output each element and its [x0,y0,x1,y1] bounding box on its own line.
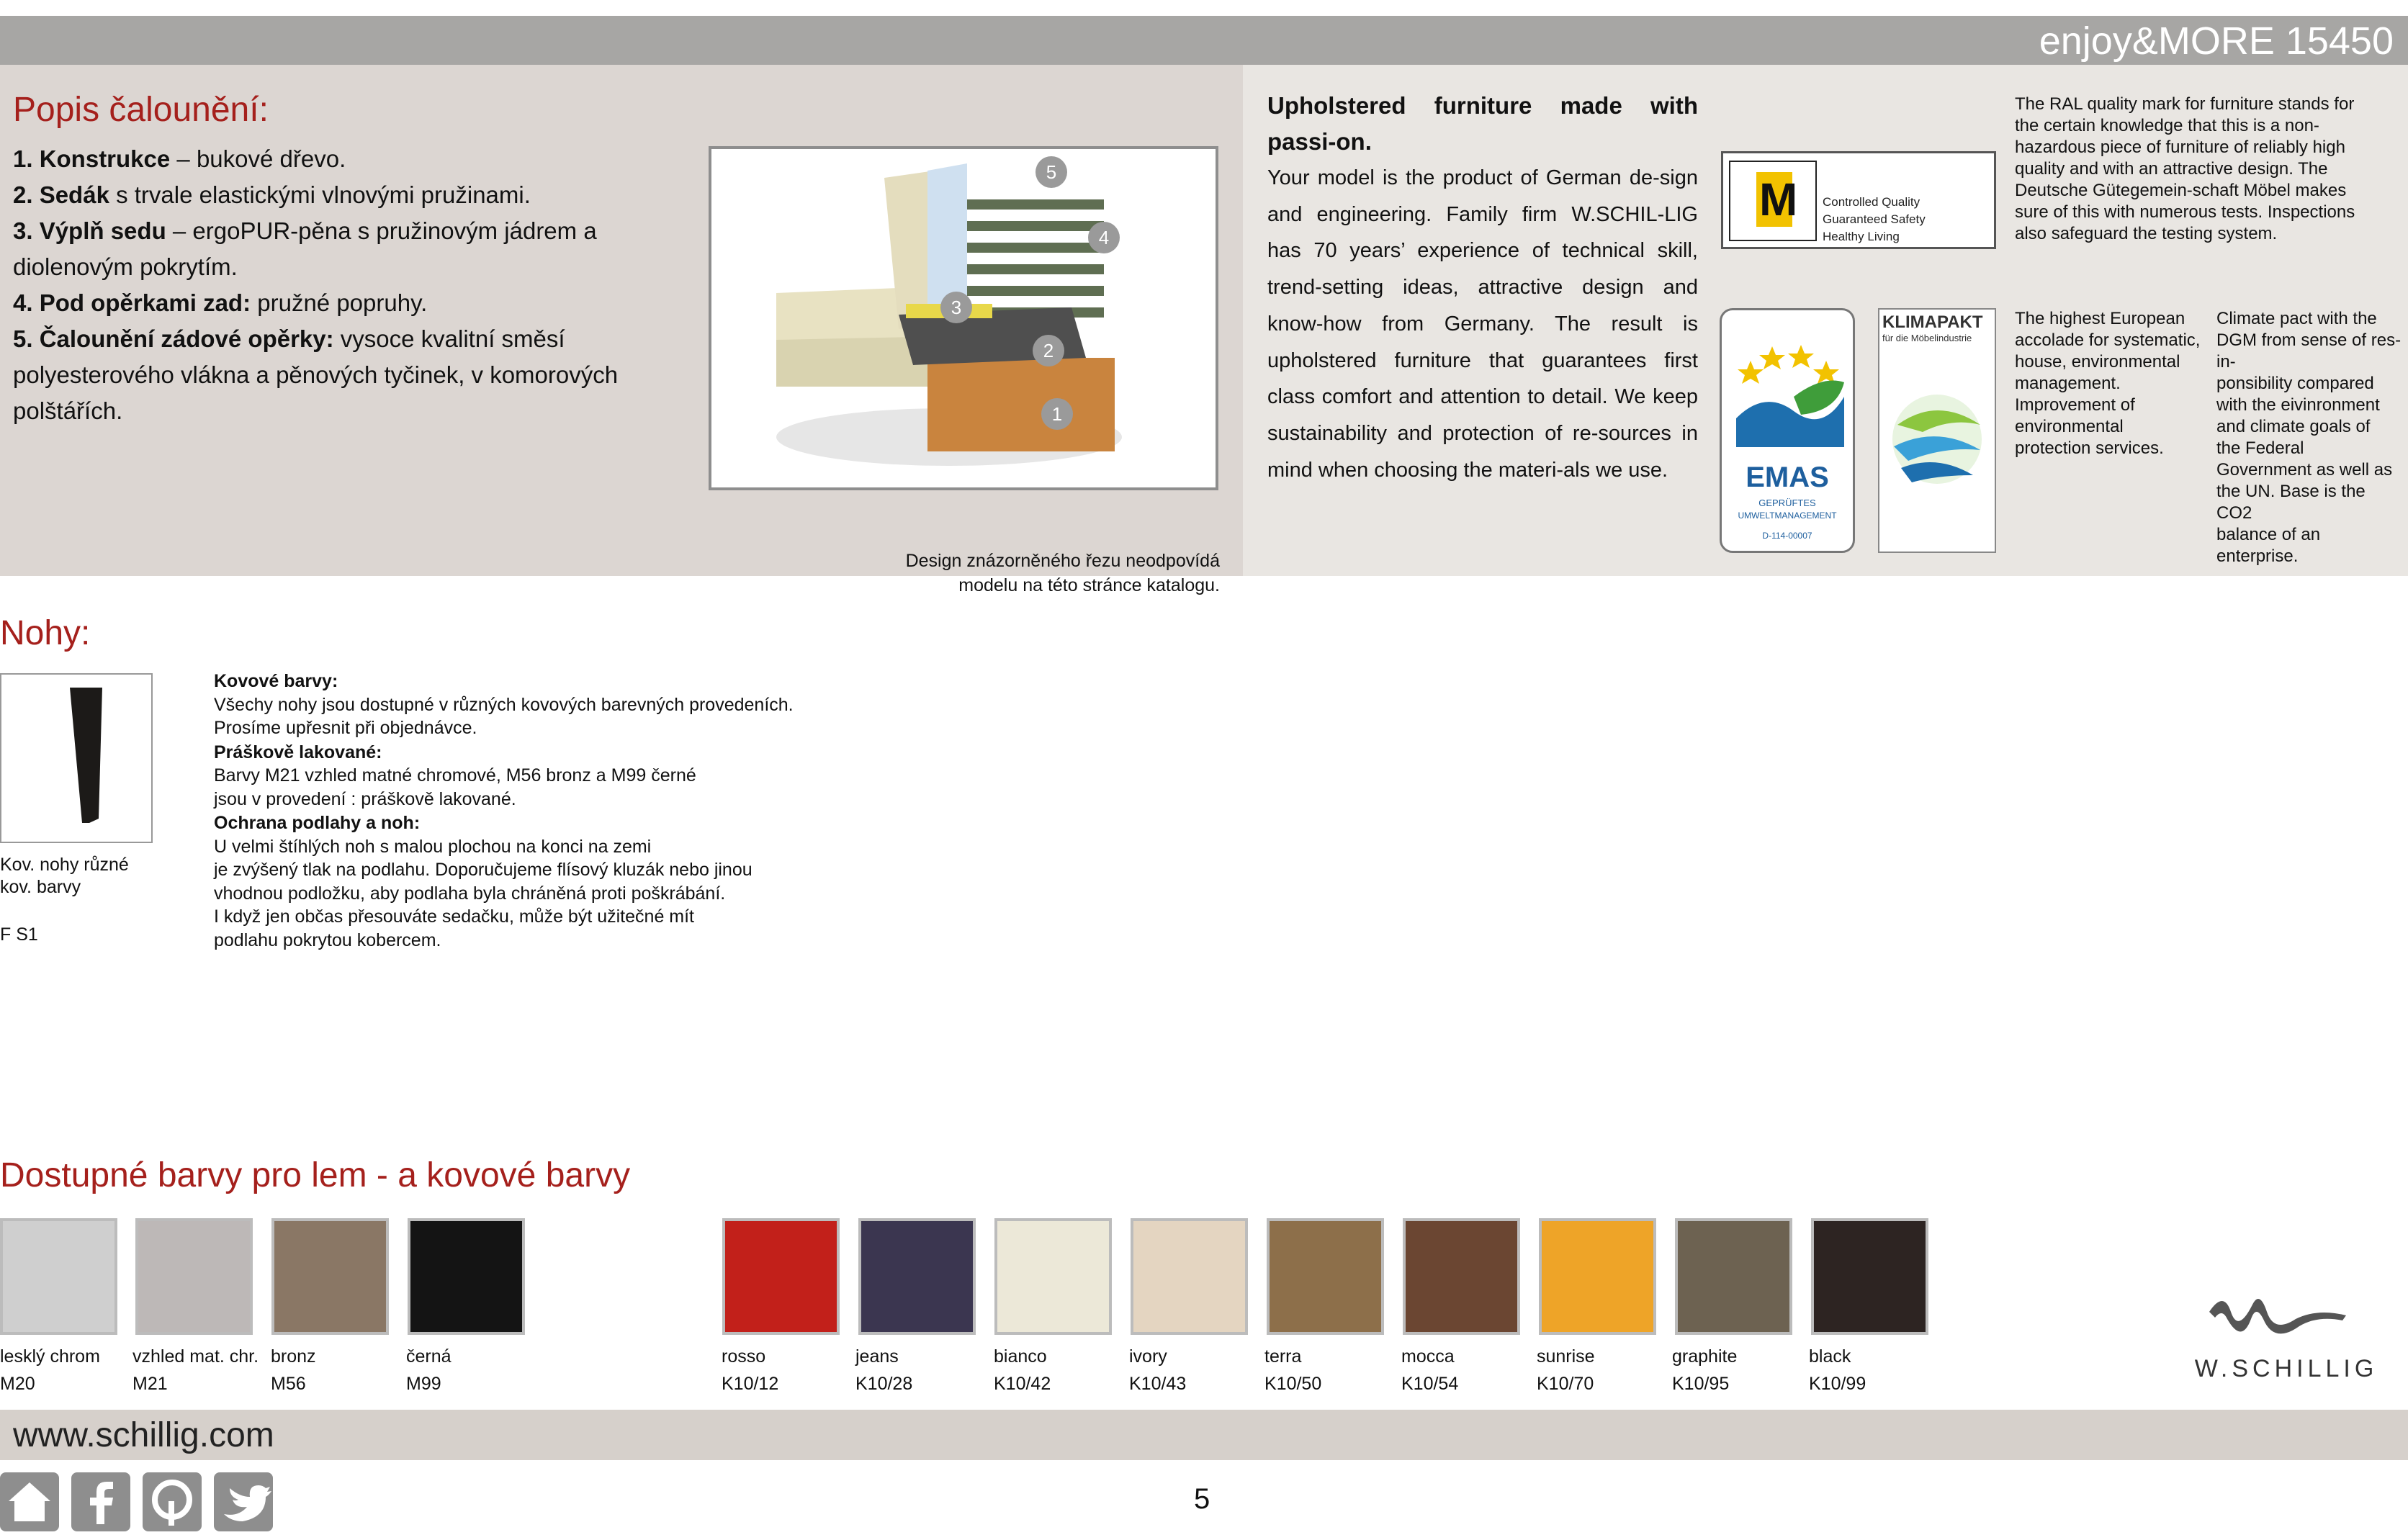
ral-line-3: Healthy Living [1823,230,1900,243]
quality-title: Upholstered furniture made with passi-on. [1267,92,1698,155]
ral-line-2: Guaranteed Safety [1823,212,1926,226]
klimapakt-globe-icon [1879,367,1995,511]
upholstery-item: 4. Pod opěrkami zad: pružné popruhy. [13,289,428,316]
upholstery-heading: Popis čalounění: [13,91,269,129]
emas-title: EMAS [1746,462,1829,493]
leg-image [1,675,151,842]
illustration-caption: Design znázorněného řezu neodpovídá modelu na této stránce katalogu. [905,551,1220,595]
swatch-terra [1267,1218,1384,1335]
swatch-sunrise [1539,1218,1656,1335]
swatch-m99 [408,1218,525,1335]
swatch-rosso [722,1218,840,1335]
website-link[interactable]: www.schillig.com [13,1416,274,1454]
quality-body: Your model is the product of German de-sign and engineering. Family firm W.SCHIL-LIG has 70 years’ experience of technical skill, trend-setting ideas, attractive design and know-how from Germany. The result is upholstered furniture that guarantees first class comfort and attention to detail. We keep sustainability and protection of re-sources in mind when choosing the materi-als we use. [1267,166,1698,482]
leg-thumb-caption: Kov. nohy různé kov. barvy [0,855,129,897]
swatch-bianco [994,1218,1112,1335]
swatch-black [1811,1218,1928,1335]
ral-mark-icon: M [1729,161,1817,241]
callout-5: 5 [1046,161,1057,183]
upholstery-item: 2. Sedák s trvale elastickými vlnovými pružinami. [13,181,531,208]
ral-description: The RAL quality mark for furniture stands for the certain knowledge that this is a non-hazardous piece of furniture of reliably high quality and with an attractive design. The Deutsche Gütegemein-schaft Möbel makes sure of this with numerous tests. Inspections also safeguard the testing system. [2015,94,2355,243]
brand-logo [2180,1283,2392,1391]
page-number: 5 [1194,1483,1210,1515]
leg-thumbnail [0,673,153,843]
cutaway-illustration [709,146,1218,490]
callout-3: 3 [951,297,962,318]
upholstery-list [13,141,647,429]
upholstery-item: 1. Konstrukce – bukové dřevo. [13,145,346,172]
footer-bar [0,1410,2408,1460]
brand-logo-text: W.SCHILLIG [2194,1355,2378,1382]
header-bar [0,16,2408,65]
home-icon[interactable] [0,1472,59,1531]
schillig-swoosh-icon [2180,1283,2392,1355]
callout-4: 4 [1098,227,1110,248]
model-title: enjoy&MORE 15450 [2039,19,2394,63]
leg-info-title: Ochrana podlahy a noh: [214,813,421,833]
swatch-jeans [858,1218,976,1335]
twitter-icon[interactable] [214,1472,273,1531]
swatch-graphite [1675,1218,1792,1335]
klimapakt-sub: für die Möbelindustrie [1882,333,1972,343]
callout-1: 1 [1051,403,1063,425]
klimapakt-logo [1878,308,1996,553]
colors-heading: Dostupné barvy pro lem - a kovové barvy [0,1156,631,1194]
upholstery-item: 3. Výplň sedu – ergoPUR-pěna s pružinovým jádrem a diolenovým pokrytím. [13,217,597,280]
emas-code: D-114-00007 [1762,531,1812,541]
klimapakt-title: KLIMAPAKT [1882,312,1983,332]
swatch-mocca [1403,1218,1520,1335]
legs-heading: Nohy: [0,614,91,652]
pinterest-icon[interactable] [143,1472,202,1531]
swatch-m56 [271,1218,389,1335]
callout-2: 2 [1043,340,1054,361]
swatch-m21 [135,1218,253,1335]
swatch-ivory [1131,1218,1248,1335]
leg-info: Kovové barvy: Všechy nohy jsou dostupné v různých kovových barevných provedeních. Prosíme upřesnit při objednávce. Práškově lakované: Barvy M21 vzhled matné chromové, M56 bronz a M99 černé jsou v provedení : práškově lakované. Ochrana podlahy a noh: U velmi štíhlých noh s malou plochou na konci na zemi je zvýšený tlak na podlahu. Doporučujeme flísový kluzák nebo jinou vhodnou podložku, aby podlaha byla chráněná proti poškrábání. I když jen občas přesouváte sedačku, může být užitečné mít podlahu pokrytou kobercem. [214,671,794,950]
upholstery-item: 5. Čalounění zádové opěrky: vysoce kvalitní směsí polyesterového vlákna a pěnových tyčinek, v komorových polštářích. [13,325,619,424]
ral-line-1: Controlled Quality [1823,195,1920,209]
emas-sub-1: GEPRÜFTES [1758,498,1816,508]
leg-code: F S1 [0,924,38,945]
sofa-cutaway-image [711,149,1216,487]
facebook-icon[interactable] [71,1472,130,1531]
emas-sub-2: UMWELTMANAGEMENT [1738,510,1837,521]
emas-logo [1720,308,1855,553]
ral-quality-logo [1721,151,1996,249]
leg-info-title: Práškově lakované: [214,742,382,762]
leg-info-title: Kovové barvy: [214,671,338,691]
emas-stars-icon [1722,318,1853,462]
swatch-m20 [0,1218,117,1335]
